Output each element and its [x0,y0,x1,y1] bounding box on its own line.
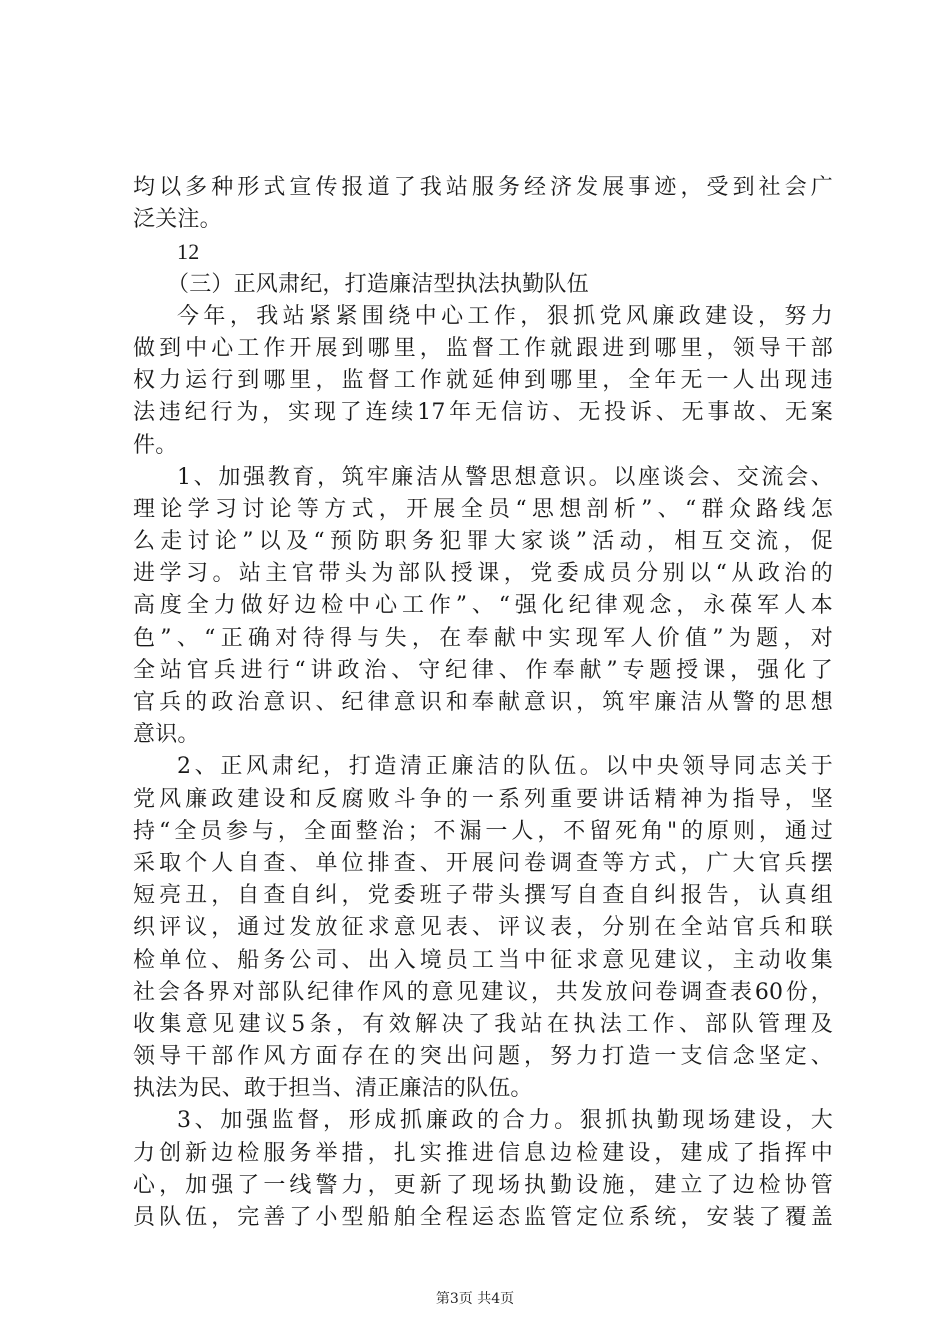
text-line: 色”、“正确对待得与失，在奉献中实现军人价值”为题，对 [133,625,833,651]
paragraph-item-3 [133,1105,833,1234]
text-line: 泛关注。 [133,207,222,233]
text-line: 官兵的政治意识、纪律意识和奉献意识，筑牢廉洁从警的思想 [133,690,833,715]
text-line: 短亮丑，自查自纠，党委班子带头撰写自查自纠报告，认真组 [133,883,833,909]
text-line: 么走讨论”以及“预防职务犯罪大家谈”活动，相互交流，促 [133,529,833,555]
document-body [133,172,833,1234]
text-line: （三）正风肃纪，打造廉洁型执法执勤队伍 [167,271,589,297]
text-line: 进学习。站主官带头为部队授课，党委成员分别以“从政治的 [133,561,833,587]
paragraph-item-2 [133,751,833,1105]
text-line: 全站官兵进行“讲政治、守纪律、作奉献”专题授课，强化了 [133,657,833,683]
paragraph-number [133,236,833,268]
text-line: 社会各界对部队纪律作风的意见建议，共发放问卷调查表60份， [133,979,833,1005]
text-line: 持“全员参与，全面整治；不漏一人，不留死角"的原则，通过 [133,818,833,844]
text-line: 1、加强教育，筑牢廉洁从警思想意识。以座谈会、交流会、 [177,464,833,490]
paragraph-heading [133,269,833,301]
text-line: 法违纪行为，实现了连续17年无信访、无投诉、无事故、无案 [133,400,833,426]
text-line: 力创新边检服务举措，扎实推进信息边检建设，建成了指挥中 [133,1140,833,1166]
paragraph-summary [133,301,833,462]
text-line: 采取个人自查、单位排查、开展问卷调查等方式，广大官兵摆 [133,850,833,876]
text-line: 心，加强了一线警力，更新了现场执勤设施，建立了边检协管 [133,1172,833,1198]
text-line: 理论学习讨论等方式，开展全员“思想剖析”、“群众路线怎 [133,496,833,522]
text-line: 权力运行到哪里，监督工作就延伸到哪里，全年无一人出现违 [133,368,833,394]
text-line: 执法为民、敢于担当、清正廉洁的队伍。 [133,1076,533,1102]
text-line: 领导干部作风方面存在的突出问题，努力打造一支信念坚定、 [133,1044,833,1070]
paragraph-intro [133,172,833,236]
text-line: 收集意见建议5条，有效解决了我站在执法工作、部队管理及 [133,1011,833,1037]
text-line: 党风廉政建设和反腐败斗争的一系列重要讲话精神为指导，坚 [133,786,833,812]
text-line: 员队伍，完善了小型船舶全程运态监管定位系统，安装了覆盖 [133,1205,833,1230]
text-line: 做到中心工作开展到哪里，监督工作就跟进到哪里，领导干部 [133,335,833,361]
text-line: 3、加强监督，形成抓廉政的合力。狠抓执勤现场建设，大 [177,1108,833,1134]
paragraph-item-1 [133,462,833,752]
text-line: 织评议，通过发放征求意见表、评议表，分别在全站官兵和联 [133,915,833,941]
text-line: 检单位、船务公司、出入境员工当中征求意见建议，主动收集 [133,947,833,973]
page-footer: 第3页 共4页 [435,1291,515,1307]
text-line: 12 [177,239,200,265]
text-line: 高度全力做好边检中心工作”、“强化纪律观念，永葆军人本 [133,593,833,619]
text-line: 意识。 [133,722,200,748]
text-line: 均以多种形式宣传报道了我站服务经济发展事迹，受到社会广 [133,175,833,200]
text-line: 件。 [133,432,178,458]
text-line: 2、正风肃纪，打造清正廉洁的队伍。以中央领导同志关于 [177,754,833,780]
text-line: 今年，我站紧紧围绕中心工作，狠抓党风廉政建设，努力 [177,303,833,329]
